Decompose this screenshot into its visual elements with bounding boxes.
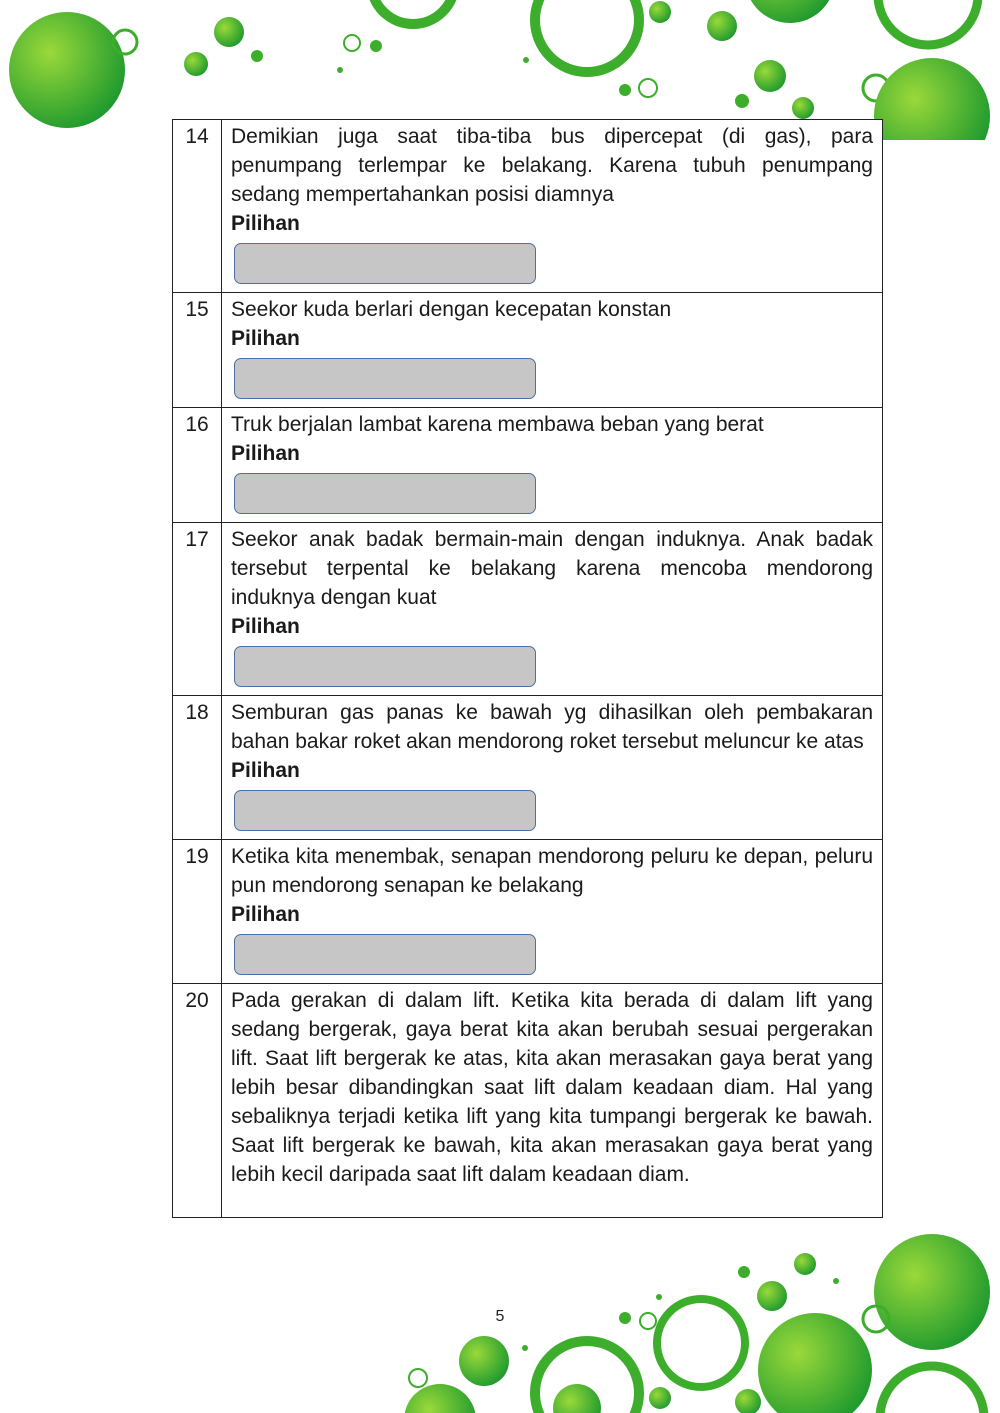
bubble-medium <box>792 97 814 119</box>
question-row-16 <box>173 408 883 523</box>
bubble-medium <box>649 1 671 23</box>
choice-label: Pilihan <box>231 759 300 782</box>
question-number: 17 <box>173 523 222 696</box>
question-text: Demikian juga saat tiba-tiba bus dipercepat (di gas), para penumpang terlempar ke belakang. Karena tubuh penumpang sedang mempertahankan posisi diamnya <box>231 125 873 206</box>
answer-dropdown-18[interactable] <box>234 790 536 831</box>
ring-large <box>880 1366 984 1413</box>
choice-label: Pilihan <box>231 212 300 235</box>
bubble-dot <box>738 1266 750 1278</box>
ring-small <box>639 79 657 97</box>
bubble-medium <box>459 1336 509 1386</box>
question-row-17 <box>173 523 883 696</box>
answer-dropdown-17[interactable] <box>234 646 536 687</box>
bubble-small <box>214 17 244 47</box>
answer-dropdown-14[interactable] <box>234 243 536 284</box>
bubble-dot <box>523 57 529 63</box>
bubble-large-right <box>874 1234 990 1350</box>
bubble-dot <box>337 67 343 73</box>
bubble-large-left <box>9 12 125 128</box>
question-text: Truk berjalan lambat karena membawa beban yang berat <box>231 413 764 436</box>
choice-label: Pilihan <box>231 327 300 350</box>
bubble-dot <box>553 1384 601 1413</box>
question-row-14 <box>173 120 883 293</box>
page-number: 5 <box>495 1308 505 1325</box>
question-number: 18 <box>173 696 222 840</box>
answer-dropdown-15[interactable] <box>234 358 536 399</box>
bubble-dot <box>522 1345 528 1351</box>
bubble-dot <box>794 1253 816 1275</box>
question-row-18 <box>173 696 883 840</box>
bubble-dot <box>656 1294 662 1300</box>
bubble-large-right <box>874 58 990 140</box>
question-number: 20 <box>173 984 222 1218</box>
question-table <box>172 119 883 1218</box>
bubble-medium <box>649 1387 671 1409</box>
bubble-medium <box>707 11 737 41</box>
bubble-medium <box>754 60 786 92</box>
bubble-dot <box>251 50 263 62</box>
choice-label: Pilihan <box>231 442 300 465</box>
ring-large <box>535 0 639 72</box>
question-text: Ketika kita menembak, senapan mendorong peluru ke depan, peluru pun mendorong senapan ke belakang <box>231 845 873 897</box>
question-text: Seekor kuda berlari dengan kecepatan konstan <box>231 298 672 321</box>
bubble-large <box>404 1384 476 1413</box>
choice-label: Pilihan <box>231 615 300 638</box>
question-text: Pada gerakan di dalam lift. Ketika kita berada di dalam lift yang sedang bergerak, gaya berat kita akan berubah sesuai pergerakan lift. Saat lift bergerak ke atas, kita akan merasakan gaya berat yang lebih besar dibandingkan saat lift dalam keadaan diam. Hal yang sebaliknya terjadi ketika lift yang kita tumpangi bergerak ke bawah. Saat lift bergerak ke bawah, kita akan merasakan gaya berat yang lebih kecil daripada saat lift dalam keadaan diam. <box>231 989 873 1186</box>
question-number: 14 <box>173 120 222 293</box>
bubble-medium <box>757 1281 787 1311</box>
ring-small <box>344 35 360 51</box>
choice-label: Pilihan <box>231 903 300 926</box>
question-row-20 <box>173 984 883 1218</box>
answer-dropdown-16[interactable] <box>234 473 536 514</box>
question-text: Seekor anak badak bermain-main dengan induknya. Anak badak tersebut terpental ke belakang karena mencoba mendorong induknya dengan kuat <box>231 528 873 609</box>
bubble-small <box>184 52 208 76</box>
ring-large <box>878 0 978 45</box>
question-number: 16 <box>173 408 222 523</box>
ring-large <box>371 0 455 24</box>
bubble-top-edge <box>745 0 835 23</box>
question-number: 15 <box>173 293 222 408</box>
question-number: 19 <box>173 840 222 984</box>
question-text: Semburan gas panas ke bawah yg dihasilkan oleh pembakaran bahan bakar roket akan mendorong roket tersebut meluncur ke atas <box>231 701 873 753</box>
ring-small <box>409 1369 427 1387</box>
question-row-19 <box>173 840 883 984</box>
question-row-15 <box>173 293 883 408</box>
bubble-large <box>758 1313 872 1413</box>
answer-dropdown-19[interactable] <box>234 934 536 975</box>
bubble-dot <box>833 1278 839 1284</box>
bubble-dot <box>370 40 382 52</box>
bubble-dot <box>619 84 631 96</box>
bubble-dot <box>735 94 749 108</box>
bubble-medium <box>735 1389 761 1413</box>
